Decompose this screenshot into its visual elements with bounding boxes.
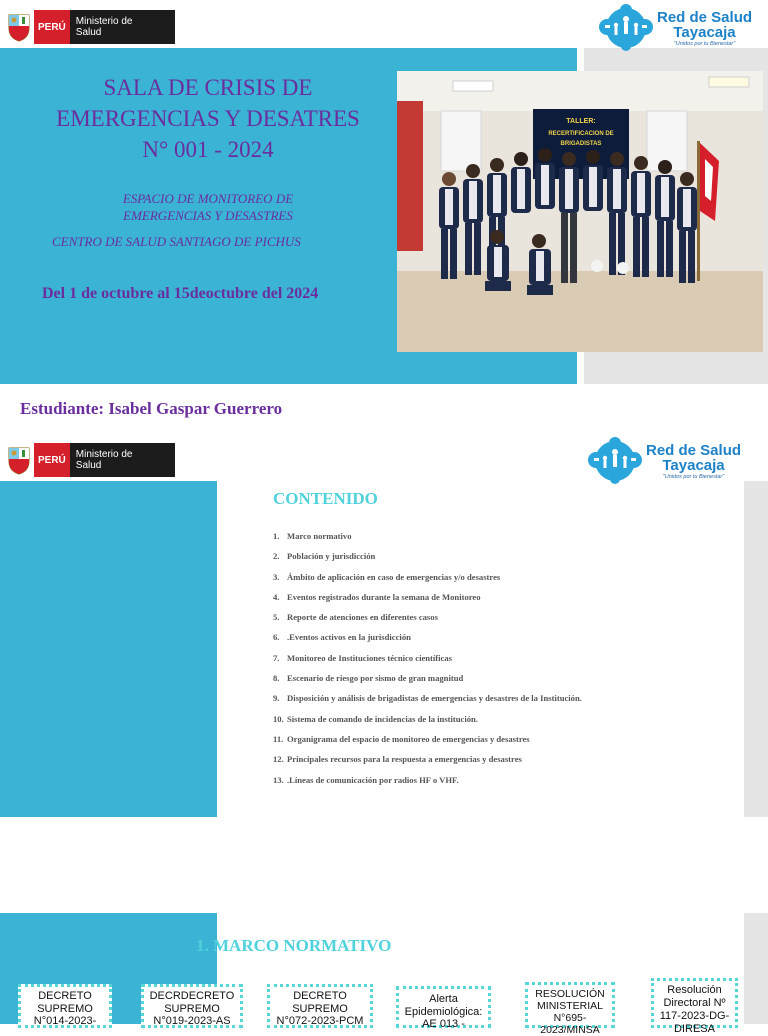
contents-item-number: 6. xyxy=(273,632,280,643)
contents-item-text: Principales recursos para la respuesta a emergencias y desastres xyxy=(287,754,522,765)
norm-box-line: DECRDECRETO xyxy=(149,990,235,1002)
minsa-logo-slide2 xyxy=(4,443,175,477)
contents-item xyxy=(273,714,743,734)
contents-item-text: .Eventos activos en la jurisdicción xyxy=(287,632,411,643)
contents-item-number: 10. xyxy=(273,713,284,724)
slide2-grey-panel xyxy=(744,481,768,817)
minsa-country-label: PERÚ xyxy=(34,443,70,477)
red-salud-subtitle: Tayacaja xyxy=(673,23,736,41)
norm-box-line: SUPREMO xyxy=(164,1002,220,1015)
norm-box-line: Directoral Nº xyxy=(663,997,726,1009)
slide1-title-line2: EMERGENCIAS Y DESATRES xyxy=(56,106,360,131)
brigadistas-group-photo xyxy=(397,71,763,352)
norm-box-line: AE 013 - xyxy=(422,1018,465,1030)
peru-shield-icon xyxy=(4,10,34,44)
contents-item xyxy=(273,693,743,713)
contents-item xyxy=(273,734,743,754)
red-salud-motto: "Unidos por tu Bienestar" xyxy=(662,473,725,480)
minsa-ministry-label: Ministerio de Salud xyxy=(70,443,175,477)
contents-item-number: 2. xyxy=(273,551,280,562)
norm-box-line: SUPREMO xyxy=(292,1002,348,1015)
contents-item-text: Disposición y análisis de brigadistas de emergencias y desastres de la Institución. xyxy=(287,693,582,704)
contents-item xyxy=(273,673,743,693)
norm-box-line: Epidemiológica: xyxy=(404,1005,483,1018)
contents-list xyxy=(273,531,743,795)
red-salud-title: Red de Salud xyxy=(657,8,753,26)
contents-item xyxy=(273,775,743,795)
norm-box-decreto-072 xyxy=(267,984,373,1028)
contents-item-number: 13. xyxy=(273,774,284,785)
norm-box-line: MINISTERIAL xyxy=(537,1000,603,1012)
norm-box-decreto-014 xyxy=(18,984,112,1028)
slide1-subtitle xyxy=(20,190,396,224)
slide1-subtitle-line2: EMERGENCIAS Y DESASTRES xyxy=(123,208,293,223)
slide1-title xyxy=(20,72,396,165)
norm-box-line: DIRESA xyxy=(674,1023,715,1035)
norm-box-line: RESOLUCIÓN xyxy=(535,988,605,1000)
red-salud-subtitle: Tayacaja xyxy=(662,456,725,474)
student-name: Estudiante: Isabel Gaspar Guerrero xyxy=(20,399,283,418)
slide1-health-center: CENTRO DE SALUD SANTIAGO DE PICHUS xyxy=(52,234,301,249)
norm-box-line: DECRETO xyxy=(293,990,347,1002)
red-salud-emblem-icon xyxy=(586,438,644,484)
contents-item-number: 9. xyxy=(273,693,280,704)
banner-line2: RECERTIFICACION DE xyxy=(548,131,614,137)
minsa-ministry-label: Ministerio de Salud xyxy=(70,10,175,44)
red-salud-emblem-icon xyxy=(597,5,655,51)
contents-item-text: Organigrama del espacio de monitoreo de emergencias y desastres xyxy=(287,733,530,744)
slide1-date-range: Del 1 de octubre al 15deoctubre del 2024 xyxy=(42,285,319,302)
contents-item-text: Reporte de atenciones en diferentes casos xyxy=(287,612,438,623)
contents-item-text: Escenario de riesgo por sismo de gran magnitud xyxy=(287,673,464,684)
contents-item xyxy=(273,653,743,673)
norm-box-resolucion-ministerial xyxy=(525,982,615,1036)
norm-box-line: N°695- xyxy=(553,1012,587,1024)
norm-box-line: 117-2023-DG- xyxy=(659,1010,730,1022)
peru-shield-icon xyxy=(4,443,34,477)
marco-normativo-heading: 1. MARCO NORMATIVO xyxy=(196,936,392,955)
slide3-grey-panel xyxy=(744,913,768,1024)
norm-box-line: N°019-2023-AS xyxy=(153,1015,231,1027)
banner-line1: TALLER: xyxy=(566,118,596,125)
contents-heading: CONTENIDO xyxy=(273,489,378,508)
norm-box-line: N°072-2023-PCM xyxy=(276,1015,364,1027)
slide1-title-line1: SALA DE CRISIS DE xyxy=(103,75,313,100)
contents-item-number: 3. xyxy=(273,571,280,582)
contents-item-number: 11. xyxy=(273,733,284,744)
contents-item-number: 4. xyxy=(273,591,280,602)
contents-item-text: Monitoreo de Instituciones técnico científicas xyxy=(287,652,453,663)
norm-box-alerta-epidemiologica xyxy=(396,986,491,1028)
contents-item-text: Ámbito de aplicación en caso de emergencias y/o desastres xyxy=(287,571,501,582)
minsa-logo xyxy=(4,10,175,44)
contents-item-number: 1. xyxy=(273,531,280,541)
contents-item-number: 12. xyxy=(273,754,284,765)
norm-box-line: Resolución xyxy=(667,984,722,996)
contents-item xyxy=(273,592,743,612)
contents-item-text: Población y jurisdicción xyxy=(287,551,376,562)
contents-item-number: 5. xyxy=(273,612,280,623)
norm-box-line: 2023/MINSA xyxy=(540,1024,600,1036)
banner-line3: BRIGADISTAS xyxy=(560,141,602,147)
red-salud-logo-slide2 xyxy=(586,438,741,484)
minsa-country-label: PERÚ xyxy=(34,10,70,44)
contents-item xyxy=(273,572,743,592)
slide1-subtitle-line1: ESPACIO DE MONITOREO DE xyxy=(122,191,294,206)
contents-item xyxy=(273,531,743,551)
contents-item-text: Eventos registrados durante la semana de Monitoreo xyxy=(287,591,481,602)
slide1-title-line3: N° 001 - 2024 xyxy=(142,137,274,162)
norm-box-decreto-019 xyxy=(141,984,243,1028)
norm-box-line: Alerta xyxy=(429,993,458,1005)
contents-item-text: .Líneas de comunicación por radios HF o VHF. xyxy=(287,774,459,785)
contents-item-number: 8. xyxy=(273,673,280,684)
contents-item xyxy=(273,754,743,774)
contents-item-text: Sistema de comando de incidencias de la institución. xyxy=(287,713,478,724)
slide2-blue-panel xyxy=(0,481,217,817)
contents-item xyxy=(273,632,743,652)
norm-box-resolucion-directoral xyxy=(651,978,738,1035)
norm-box-line: N°014-2023- xyxy=(33,1015,97,1027)
contents-item xyxy=(273,612,743,632)
red-salud-title: Red de Salud xyxy=(646,441,742,459)
contents-item-number: 7. xyxy=(273,652,280,663)
norm-box-line: SUPREMO xyxy=(37,1002,93,1015)
contents-item-text: Marco normativo xyxy=(287,531,352,541)
contents-item xyxy=(273,551,743,571)
red-salud-logo xyxy=(597,5,752,51)
red-salud-motto: "Unidos por tu Bienestar" xyxy=(673,40,736,47)
norm-box-line: DECRETO xyxy=(38,990,92,1002)
